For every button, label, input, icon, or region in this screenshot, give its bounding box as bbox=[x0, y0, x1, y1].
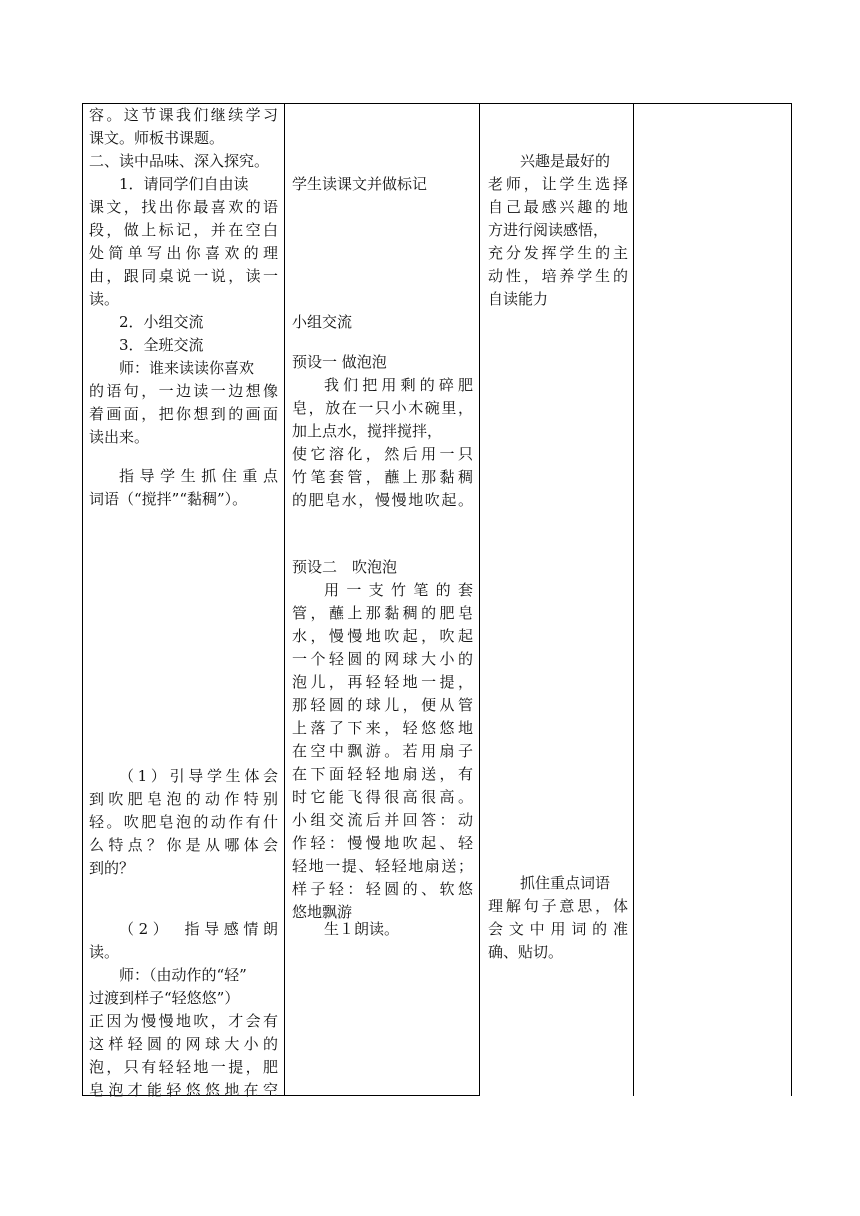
col3-line: 动性，培养学生的 bbox=[488, 267, 628, 285]
col1-line: 正因为慢慢地吹，才会有 bbox=[89, 1012, 278, 1030]
column-divider-1 bbox=[284, 103, 285, 1096]
col1-line: 指导学生抓住重点 bbox=[119, 467, 278, 485]
col1-line: 么特点？你是从哪体会 bbox=[89, 836, 278, 854]
col1-line: （2） 指导感情朗 bbox=[119, 920, 278, 938]
col3-line: 兴趣是最好的 bbox=[520, 152, 611, 170]
column-divider-2 bbox=[479, 103, 480, 1096]
col3-line: 老师，让学生选择 bbox=[488, 175, 628, 193]
col2-line: 学生读课文并做标记 bbox=[292, 175, 428, 193]
col1-line: 这样轻圆的网球大小的 bbox=[89, 1035, 278, 1053]
table-border-left bbox=[82, 103, 83, 1096]
col1-line: 过渡到样子“轻悠悠”） bbox=[89, 989, 240, 1007]
col2-line: 竹笔套管，蘸上那黏稠 bbox=[292, 468, 473, 486]
col1-line: 课文。师板书课题。 bbox=[89, 129, 225, 147]
col2-line: 在空中飘游。若用扇子 bbox=[292, 742, 473, 760]
col1-line: 3．全班交流 bbox=[119, 336, 204, 354]
col1-line: 二、读中品味、深入探究。 bbox=[89, 152, 270, 170]
col2-line: 作轻：慢慢地吹起、轻 bbox=[292, 834, 473, 852]
col1-line: 容。这节课我们继续学习 bbox=[89, 106, 278, 124]
col1-line: 读。 bbox=[89, 290, 120, 308]
col2-line: 我们把用剩的碎肥 bbox=[324, 376, 473, 394]
col1-line: 泡，只有轻轻地一提，肥 bbox=[89, 1058, 278, 1076]
col3-line: 理解句子意思，体 bbox=[488, 897, 628, 915]
col1-line: 处简单写出你喜欢的理 bbox=[89, 244, 278, 262]
col3-line: 自己最感兴趣的地 bbox=[488, 198, 628, 216]
col2-line: 用一支竹笔的套 bbox=[324, 581, 473, 599]
col3-line: 充分发挥学生的主 bbox=[488, 244, 628, 262]
col1-line: 2．小组交流 bbox=[119, 313, 204, 331]
col1-line: 着画面，把你想到的画面 bbox=[89, 405, 278, 423]
col2-line: 时它能飞得很高很高。 bbox=[292, 788, 473, 806]
col1-line: 1．请同学们自由读 bbox=[119, 175, 249, 193]
col3-line: 确、贴切。 bbox=[488, 943, 564, 961]
notes-column bbox=[634, 104, 791, 1095]
col2-line: 皂，放在一只小木碗里， bbox=[292, 399, 473, 417]
col2-line: 那轻圆的球儿，便从管 bbox=[292, 696, 473, 714]
col1-line: 课文，找出你最喜欢的语 bbox=[89, 198, 278, 216]
col3-line: 方进行阅读感悟， bbox=[488, 221, 609, 239]
col1-line: （1）引导学生体会 bbox=[119, 767, 278, 785]
col3-line: 会文中用词的准 bbox=[488, 920, 628, 938]
col1-line: 轻。吹肥皂泡的动作有什 bbox=[89, 813, 278, 831]
col2-line: 泡儿，再轻轻地一提， bbox=[292, 673, 473, 691]
col1-line: 到吹肥皂泡的动作特别 bbox=[89, 790, 278, 808]
col1-line: 师：谁来读读你喜欢 bbox=[119, 359, 255, 377]
col2-line: 使它溶化，然后用一只 bbox=[292, 445, 473, 463]
col1-line: 读。 bbox=[89, 943, 120, 961]
col2-line: 样子轻：轻圆的、软悠 bbox=[292, 880, 473, 898]
col1-line: 段，做上标记，并在空白 bbox=[89, 221, 278, 239]
col3-line: 自读能力 bbox=[488, 290, 549, 308]
col2-line: 加上点水，搅拌搅拌， bbox=[292, 422, 443, 440]
col1-line: 的语句，一边读一边想像 bbox=[89, 382, 278, 400]
col1-line: 到的？ bbox=[89, 859, 135, 877]
col2-line: 上落了下来，轻悠悠地 bbox=[292, 719, 473, 737]
table-border-right bbox=[791, 103, 792, 1096]
col2-line: 在下面轻轻地扇送，有 bbox=[292, 765, 473, 783]
col2-line: 预设一 做泡泡 bbox=[292, 353, 387, 371]
col1-line: 皂泡才能轻悠悠地在空 bbox=[89, 1081, 278, 1099]
col2-line: 小组交流 bbox=[292, 313, 353, 331]
col2-line: 的肥皂水，慢慢地吹起。 bbox=[292, 491, 473, 509]
col2-line: 水，慢慢地吹起，吹起 bbox=[292, 627, 473, 645]
col1-line: 师：（由动作的“轻” bbox=[119, 966, 247, 984]
col3-line: 抓住重点词语 bbox=[520, 874, 611, 892]
col1-line: 由，跟同桌说一说，读一 bbox=[89, 267, 278, 285]
col2-line: 管，蘸上那黏稠的肥皂 bbox=[292, 604, 473, 622]
col2-line: 轻地一提、轻轻地扇送； bbox=[292, 857, 473, 875]
col2-line: 悠地飘游 bbox=[292, 903, 353, 921]
col2-line: 小组交流后并回答：动 bbox=[292, 811, 473, 829]
col2-line: 预设二 吹泡泡 bbox=[292, 558, 398, 576]
col2-line: 生１朗读。 bbox=[324, 920, 400, 938]
col1-line: 词语（“搅拌”“黏稠”）。 bbox=[89, 490, 248, 508]
col1-line: 读出来。 bbox=[89, 428, 150, 446]
col2-line: 一个轻圆的网球大小的 bbox=[292, 650, 473, 668]
